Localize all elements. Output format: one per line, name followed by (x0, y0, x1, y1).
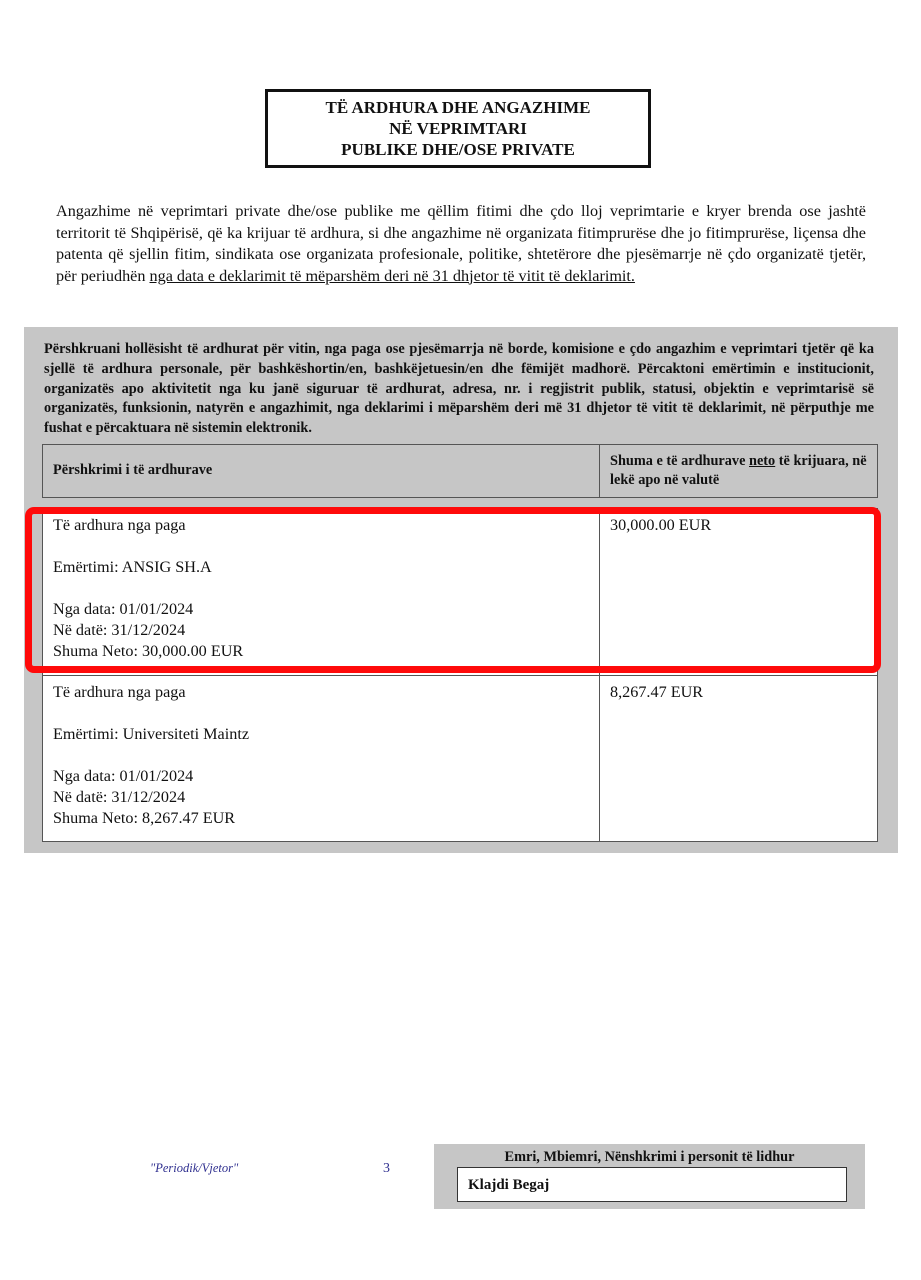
amount-column-header: Shuma e të ardhurave neto të krijuara, në lekë apo në valutë (610, 453, 867, 488)
description-column-header: Përshkrimi i të ardhurave (43, 445, 600, 497)
page-number: 3 (383, 1161, 390, 1176)
title-line-3: PUBLIKE DHE/OSE PRIVATE (341, 140, 575, 159)
title-line-1: TË ARDHURA DHE ANGAZHIME (325, 98, 591, 117)
highlight-annotation-box (25, 507, 881, 673)
intro-underlined-period: nga data e deklarimit të mëparshëm deri në 31 dhjetor të vitit të deklarimit. (149, 266, 635, 285)
period-label: "Periodik/Vjetor" (150, 1161, 239, 1175)
table-row (43, 676, 877, 841)
income-type: Të ardhura nga paga (53, 683, 186, 701)
income-table-header (42, 444, 878, 498)
title-line-2: NË VEPRIMTARI (389, 119, 527, 138)
income-description-cell (43, 676, 600, 841)
date-from: Nga data: 01/01/2024 (53, 767, 194, 785)
income-type: Të ardhura nga paga (53, 516, 186, 534)
income-amount-cell: 30,000.00 EUR (610, 516, 712, 534)
employer-name: Emërtimi: Universiteti Maintz (53, 725, 250, 743)
intro-paragraph (56, 201, 866, 287)
signature-name-field: Klajdi Begaj (457, 1167, 847, 1202)
net-amount: Shuma Neto: 8,267.47 EUR (53, 809, 236, 827)
intro-text: Angazhime në veprimtari private dhe/ose publike me qëllim fitimi dhe çdo lloj veprimtarie e kryer brenda ose jashtë territorit të Shqipërisë, që ka krijuar të ardhura, si dhe angazhime në organizata fitimprurëse dhe jo fitimprurëse, liçensa dhe patenta që sjellin fitim, sindikata ose organizata profesionale, politike, shtetërore dhe pjesëmarrje në çdo organizatë tjetër, për periudhën (56, 202, 866, 285)
signature-label: Emri, Mbiemri, Nënshkrimi i personit të lidhur (504, 1149, 795, 1165)
employer-name: Emërtimi: ANSIG SH.A (53, 558, 212, 576)
income-amount-cell: 8,267.47 EUR (610, 683, 704, 701)
date-from: Nga data: 01/01/2024 (53, 600, 194, 618)
date-to: Në datë: 31/12/2024 (53, 788, 186, 806)
document-title-box (265, 89, 651, 168)
net-amount: Shuma Neto: 30,000.00 EUR (53, 642, 244, 660)
instructions-text: Përshkruani hollësisht të ardhurat për vitin, nga paga ose pjesëmarrja në borde, komisione e çdo angazhim e veprimtari tjetër që ka sjellë të ardhura personale, për bashkëshortin/en, bashkëjetuesin/en dhe fëmijët madhorë. Përcaktoni emërtimin e institucionit, organizatës apo aktivitetit nga ku janë siguruar të ardhurat, adresa, nr. i regjistrit publik, statusi, objektin e veprimtarisë së organizatës, funksionin, natyrën e angazhimit, nga deklarimi i mëparshëm deri më 31 dhjetor të vitit të deklarimit, në përputhje me fushat e përcaktuara në sistemin elektronik. (44, 341, 874, 437)
date-to: Në datë: 31/12/2024 (53, 621, 186, 639)
